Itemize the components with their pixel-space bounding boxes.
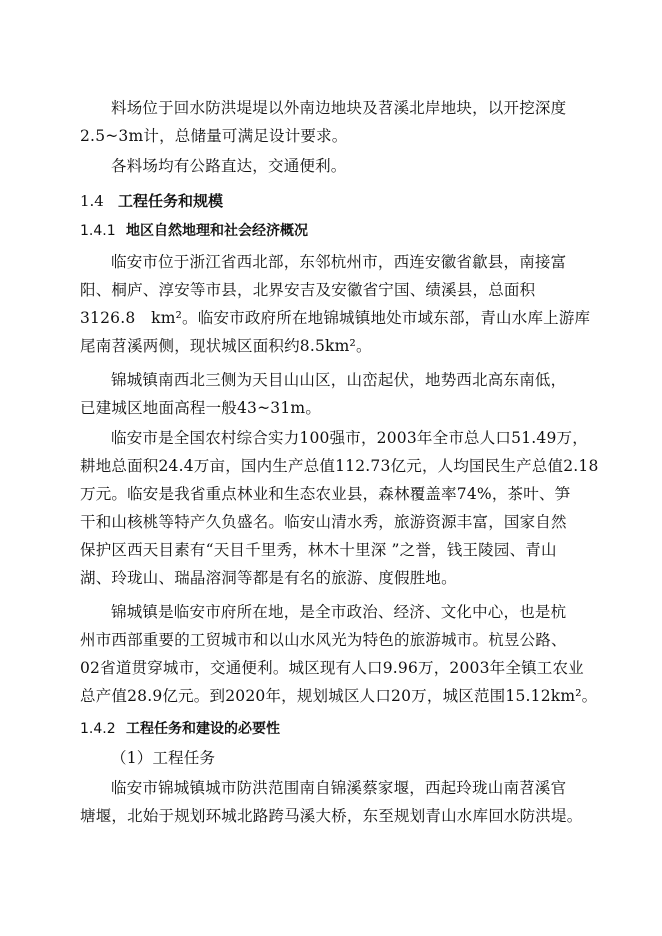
- text-line: 耕地总面积24.4万亩，国内生产总值112.73亿元，人均国民生产总值2.18: [80, 457, 599, 475]
- paragraph-jincheng-town: [80, 598, 598, 710]
- text-line: 2.5~3m计，总储量可满足设计要求。: [80, 127, 348, 145]
- text-line: 临安市位于浙江省西北部，东邻杭州市，西连安徽省歙县，南接富: [111, 253, 567, 271]
- text-line: 02省道贯穿城市，交通便利。城区现有人口9.96万，2003年全镇工农业: [80, 659, 584, 677]
- text-line: （1）工程任务: [111, 749, 216, 767]
- text-line: 锦城镇是临安市府所在地，是全市政治、经济、文化中心，也是杭: [111, 603, 567, 621]
- paragraph-terrain: [80, 366, 585, 422]
- text-line: 已建城区地面高程一般43~31m。: [80, 399, 322, 417]
- paragraph-flood-scope: [80, 774, 585, 830]
- text-line: 锦城镇南西北三侧为天目山山区，山峦起伏，地势西北高东南低，: [111, 371, 567, 389]
- paragraph-subsection-label: [80, 744, 585, 772]
- text-line: 万元。临安是我省重点林业和生态农业县，森林覆盖率74%，茶叶、笋: [80, 485, 571, 503]
- text-line: 料场位于回水防洪堤堤以外南边地块及苕溪北岸地块，以开挖深度: [111, 99, 567, 117]
- text-line: 湖、玲珑山、瑞晶溶洞等都是有名的旅游、度假胜地。: [80, 569, 457, 587]
- paragraph-economy: [80, 424, 599, 592]
- section-number: 1.4.1: [80, 223, 116, 239]
- paragraph-road-access: [80, 152, 585, 180]
- text-line: 临安市锦城镇城市防洪范围南自锦溪蔡家堰，西起玲珑山南苕溪官: [111, 779, 567, 797]
- text-line: 总产值28.9亿元。到2020年，规划城区人口20万，城区范围15.12km²。: [80, 687, 598, 705]
- section-title: 工程任务和规模: [118, 192, 224, 210]
- text-line: 州市西部重要的工贸城市和以山水风光为特色的旅游城市。杭昱公路、: [80, 631, 567, 649]
- paragraph-linan-location: [80, 248, 591, 360]
- section-title: 地区自然地理和社会经济概况: [126, 223, 308, 239]
- section-heading-1-4: [80, 190, 223, 212]
- text-line: 干和山核桃等特产久负盛名。临安山清水秀，旅游资源丰富，国家自然: [80, 513, 567, 531]
- section-number: 1.4.2: [80, 721, 116, 737]
- text-line: 尾南苕溪两侧，现状城区面积约8.5km²。: [80, 337, 372, 355]
- section-heading-1-4-2: [80, 718, 280, 740]
- text-line: 塘堰，北始于规划环城北路跨马溪大桥，东至规划青山水库回水防洪堤。: [80, 807, 583, 825]
- section-number: 1.4: [80, 192, 104, 210]
- section-title: 工程任务和建设的必要性: [126, 721, 280, 737]
- text-line: 3126.8 km²。临安市政府所在地锦城镇地处市域东部，青山水库上游库: [80, 309, 591, 327]
- text-line: 保护区西天目素有“天目千里秀，林木十里深 ”之誉，钱王陵园、青山: [80, 541, 557, 559]
- paragraph-material-yard: [80, 94, 585, 150]
- text-line: 临安市是全国农村综合实力100强市，2003年全市总人口51.49万，: [111, 429, 588, 447]
- text-line: 各料场均有公路直达，交通便利。: [111, 157, 347, 175]
- text-line: 阳、桐庐、淳安等市县，北界安吉及安徽省宁国、绩溪县，总面积: [80, 281, 536, 299]
- section-heading-1-4-1: [80, 220, 308, 242]
